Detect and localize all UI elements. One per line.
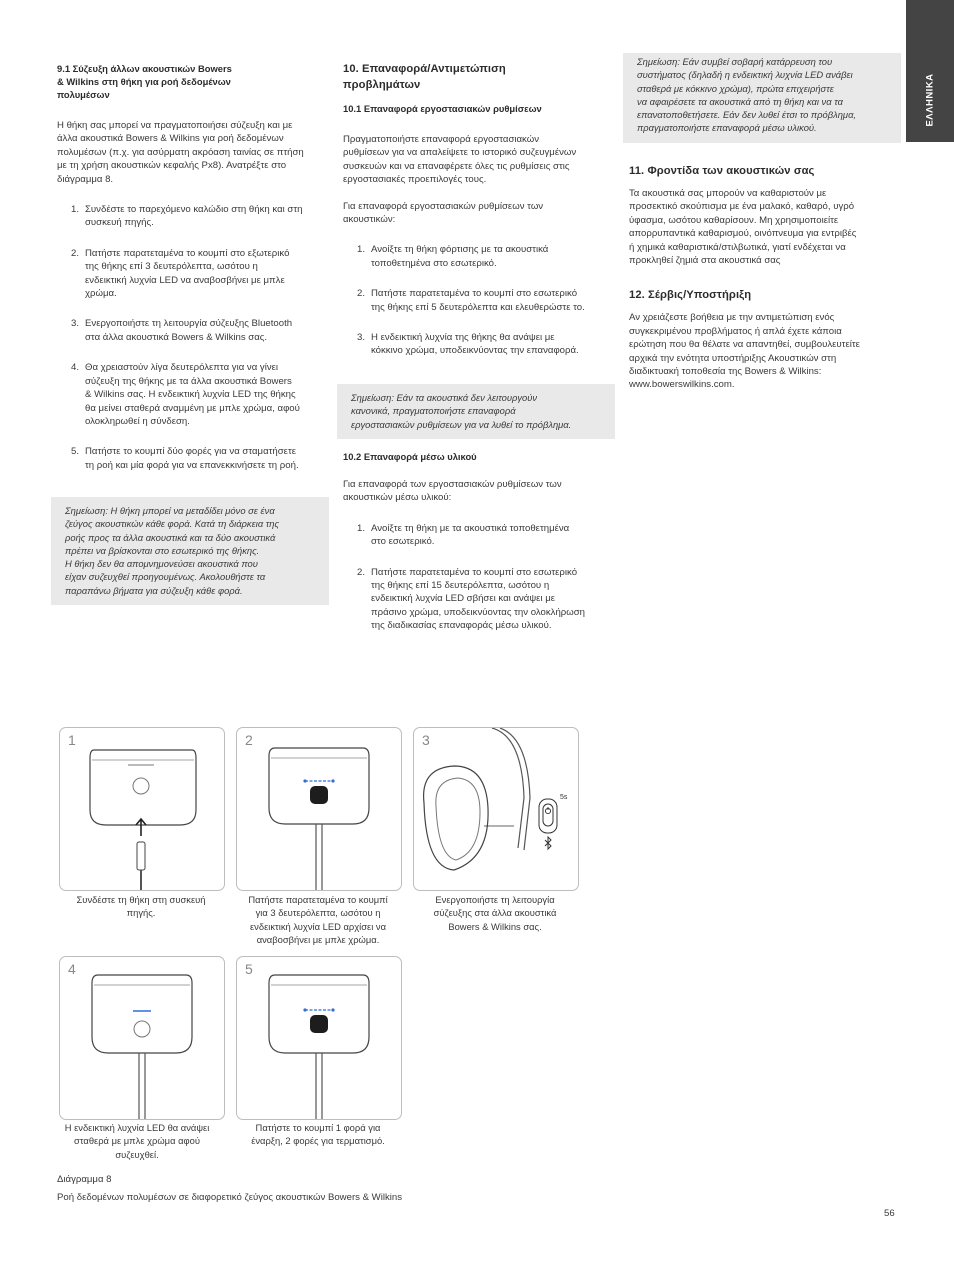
charging-case-cable-illustration <box>60 728 224 890</box>
section-10-1-lead: Για επαναφορά εργοστασιακών ρυθμίσεων των ακουστικών: <box>343 200 544 226</box>
heading-line: 9.1 Σύζευξη άλλων ακουστικών Bowers <box>57 63 232 74</box>
factory-reset-steps <box>343 243 618 357</box>
charging-case-button-illustration <box>237 728 401 890</box>
list-item: 1. Ανοίξτε τη θήκη με τα ακουστικά τοποθετημένα στο εσωτερικό. <box>357 522 570 548</box>
figure-5-caption: Πατήστε το κουμπί 1 φορά για έναρξη, 2 φορές για τερματισμό. <box>251 1122 385 1147</box>
column-2 <box>343 61 618 358</box>
list-item: 3. Ενεργοποιήστε τη λειτουργία σύζευξης Bluetooth στα άλλα ακουστικά Bowers & Wilkins σας. <box>71 318 293 343</box>
hardware-reset-steps <box>343 522 618 633</box>
figure-4-caption: Η ενδεικτική λυχνία LED θα ανάψει σταθερά με μπλε χρώμα αφού συζευχθεί. <box>64 1122 210 1160</box>
heading-line: πολυμέσων <box>57 89 110 100</box>
note-box: Σημείωση: Εάν συμβεί σοβαρή κατάρρευση του συστήματος (δηλαδή η ενδεικτική λυχνία LED ανάβει σταθερά με κόκκινο χρώμα), πρώτα επιχειρήστε να αφαιρέσετε τα ακουστικά από τη θήκη και να τα επανατοποθετήσετε. Εάν δεν λυθεί έτσι το πρόβλημα, πραγματοποιήστε επαναφορά μέσω υλικού. <box>623 53 901 143</box>
figure-4-panel <box>59 956 225 1120</box>
figure-number: 4 <box>68 961 76 977</box>
figure-number: 2 <box>245 732 253 748</box>
list-item: 3. Η ενδεικτική λυχνία της θήκης θα ανάψει με κόκκινο χρώμα, υποδεικνύοντας την επαναφορά. <box>357 332 579 357</box>
figure-5-panel <box>236 956 402 1120</box>
list-item: 1. Συνδέστε το παρεχόμενο καλώδιο στη θήκη και στη συσκευή πηγής. <box>71 204 303 229</box>
list-item: 1. Ανοίξτε τη θήκη φόρτισης με τα ακουστικά τοποθετημένα στο εσωτερικό. <box>357 244 549 269</box>
figure-3-caption: Ενεργοποιήστε τη λειτουργία σύζευξης στα άλλα ακουστικά Bowers & Wilkins σας. <box>433 894 557 932</box>
figure-1-panel <box>59 727 225 891</box>
section-9-1-heading <box>57 62 332 101</box>
figure-number: 3 <box>422 732 430 748</box>
list-item: 5. Πατήστε το κουμπί δύο φορές για να σταματήσετε τη ροή και μία φορά για να επανεκκινήσετε τη ροή. <box>71 446 299 471</box>
figure-1-caption: Συνδέστε τη θήκη στη συσκευή πηγής. <box>76 894 206 919</box>
section-10-heading: 10. Επαναφορά/Αντιμετώπιση προβλημάτων <box>343 63 506 91</box>
list-item: 2. Πατήστε παρατεταμένα το κουμπί στο εξωτερικό της θήκης επί 3 δευτερόλεπτα, ωσότου η ενδεικτική λυχνία LED να αναβοσβήνει με μπλε χρώμα. <box>71 247 290 300</box>
section-9-1-intro: Η θήκη σας μπορεί να πραγματοποιήσει σύζευξη και με άλλα ακουστικά Bowers & Wilkins για ροή δεδομένων πολυμέσων (π.χ. για ασύρματη ακρόαση ταινίας σε πτήση με τη χρήση ακουστικών κεφαλής Px8). Ανατρέξτε στο διάγραμμα 8. <box>57 120 304 185</box>
diagram-title: Ροή δεδομένων πολυμέσων σε διαφορετικό ζεύγος ακουστικών Bowers & Wilkins <box>57 1192 403 1203</box>
column-1 <box>57 62 332 472</box>
column-2-lower <box>343 450 618 633</box>
diagram-label: Διάγραμμα 8 <box>57 1174 112 1185</box>
column-3 <box>629 163 897 392</box>
pairing-steps <box>57 203 332 472</box>
list-item: 4. Θα χρειαστούν λίγα δευτερόλεπτα για να γίνει σύζευξη της θήκης με τα άλλα ακουστικά Bowers & Wilkins σας. Η ενδεικτική λυχνία LED της θήκης θα μείνει σταθερά αναμμένη με μπλε χρώμα, αφού ολοκληρωθεί η σύνδεση. <box>71 362 300 427</box>
section-11-text: Τα ακουστικά σας μπορούν να καθαριστούν με προσεκτικό σκούπισμα με ένα μαλακό, καθαρό, υγρό ύφασμα, ωσότου καθαρίσουν. Μη χρησιμοποιείτε απορρυπαντικά καθαρισμού, οινόπνευμα για εντριβές ή χημικά καθαριστικά/στιλβωτικά, γιατί ενδέχεται να προκληθεί ζημιά στα ακουστικά σας <box>629 188 857 267</box>
figure-3-panel <box>413 727 579 891</box>
figure-2-caption: Πατήστε παρατεταμένα το κουμπί για 3 δευτερόλεπτα, ωσότου η ενδεικτική λυχνία LED αρχίσει να αναβοσβήνει με μπλε χρώμα. <box>248 894 388 945</box>
heading-line: & Wilkins στη θήκη για ροή δεδομένων <box>57 76 231 87</box>
headphones-pairing-illustration <box>414 728 578 890</box>
section-12-text: Αν χρειάζεστε βοήθεια με την αντιμετώπιση ενός συγκεκριμένου προβλήματος ή απλά έχετε κάποια ερώτηση που θα θέλατε να απαντηθεί, συμβουλευτείτε αρχικά την ενότητα υποστήριξης Ακουστικών στη διαδικτυακή τοποθεσία της Bowers & Wilkins: www.bowerswilkins.com. <box>629 312 860 391</box>
language-tab <box>906 0 954 142</box>
figure-2-panel <box>236 727 402 891</box>
figure-number: 1 <box>68 732 76 748</box>
note-box: Σημείωση: Εάν τα ακουστικά δεν λειτουργούν κανονικά, πραγματοποιήστε επαναφορά εργοστασιακών ρυθμίσεων για να λυθεί το πρόβλημα. <box>337 384 615 439</box>
list-item: 2. Πατήστε παρατεταμένα το κουμπί στο εσωτερικό της θήκης επί 5 δευτερόλεπτα και ελευθερώστε το. <box>357 288 585 313</box>
list-item: 2. Πατήστε παρατεταμένα το κουμπί στο εσωτερικό της θήκης επί 15 δευτερόλεπτα, ωσότου η ενδεικτική λυχνία LED σβήσει και ανάψει με πράσινο χρώμα, υποδεικνύοντας την ολοκλήρωση της διαδικασίας επαναφοράς μέσω υλικού. <box>357 566 585 632</box>
section-10-2-lead: Για επαναφορά των εργοστασιακών ρυθμίσεων των ακουστικών μέσω υλικού: <box>343 479 562 504</box>
figure-number: 5 <box>245 961 253 977</box>
language-tab-label: ΕΛΛΗΝΙΚΑ <box>924 73 936 127</box>
section-10-1-heading: 10.1 Επαναφορά εργοστασιακών ρυθμίσεων <box>343 103 542 114</box>
page-number: 56 <box>884 1208 895 1219</box>
section-10-2-heading: 10.2 Επαναφορά μέσω υλικού <box>343 451 477 462</box>
section-12-heading: 12. Σέρβις/Υποστήριξη <box>629 289 752 302</box>
charging-case-start-stop-illustration <box>237 957 401 1119</box>
timer-label: 5s <box>560 794 568 801</box>
note-box: Σημείωση: Η θήκη μπορεί να μεταδίδει μόνο σε ένα ζεύγος ακουστικών κάθε φορά. Κατά τη διάρκεια της ροής προς τα άλλα ακουστικά και τα δύο ακουστικά πρέπει να βρίσκονται στο εσωτερικό της θήκης. Η θήκη δεν θα απομνημονεύσει ακουστικά που είχαν συζευχθεί προηγουμένως. Ακολουθήστε τα παραπάνω βήματα για σύζευξη κάθε φορά. <box>51 497 329 605</box>
section-10-1-text: Πραγματοποιήστε επαναφορά εργοστασιακών ρυθμίσεων για να απαλείψετε το ιστορικό συζευγμένων συσκευών και να επαναφέρετε όλες τις ρυθμίσεις στις εργοστασιακές προεπιλογές τους. <box>343 134 577 186</box>
charging-case-led-illustration <box>60 957 224 1119</box>
section-11-heading: 11. Φροντίδα των ακουστικών σας <box>629 165 815 177</box>
